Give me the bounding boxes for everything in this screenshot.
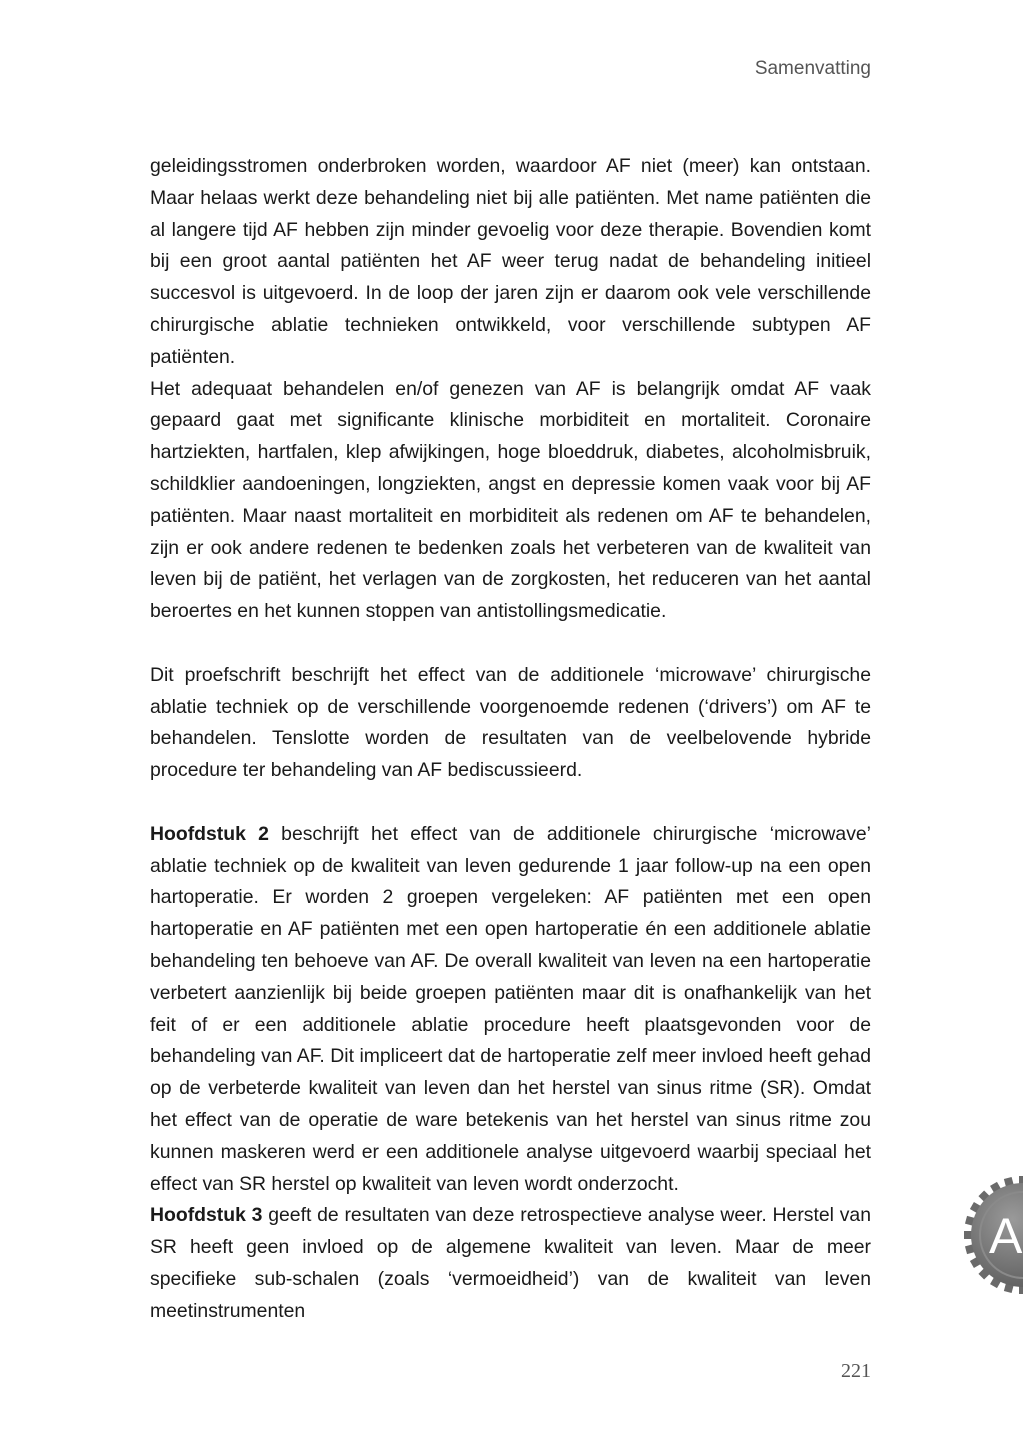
paragraph-thesis-scope: Dit proefschrift beschrijft het effect van de additionele ‘microwave’ chirurgische ablatie techniek op de verschillende voorgenoemde redenen (‘drivers’) om AF te behandelen. Tenslotte worden de resultaten van de veelbelovende hybride procedure ter behandeling van AF bediscussieerd. — [150, 663, 871, 782]
chapter-3-text: geeft de resultaten van deze retrospectieve analyse weer. Herstel van SR heeft geen invloed op de algemene kwaliteit van leven. Maar de meer specifieke sub-schalen (zoals ‘vermoeidheid’) van de kwaliteit van leven meetinstrumenten — [150, 1204, 871, 1322]
running-head: Samenvatting — [754, 58, 871, 79]
paragraph-chapter-2 — [150, 819, 871, 1201]
thumb-tab-gear-icon — [963, 1175, 1023, 1295]
paragraph-intro: geleidingsstromen onderbroken worden, waardoor AF niet (meer) kan ontstaan. Maar helaas werkt deze behandeling niet bij alle patiënten. Met name patiënten die al langere tijd AF hebben zijn minder gevoelig voor deze therapie. Bovendien komt bij een groot aantal patiënten het AF weer terug nadat de behandeling initieel succesvol is uitgevoerd. In de loop der jaren zijn er daarom ook vele verschillende chirurgische ablatie technieken ontwikkeld, voor verschillende subtypen AF patiënten. — [150, 155, 871, 368]
chapter-2-heading: Hoofdstuk 2 — [150, 822, 269, 845]
page-number: 221 — [841, 1360, 871, 1382]
thumb-tab-letter: A — [989, 1208, 1023, 1264]
paragraph-chapter-3 — [150, 1200, 871, 1327]
chapter-3-heading: Hoofdstuk 3 — [150, 1204, 263, 1227]
body-text — [150, 151, 871, 1327]
chapter-2-text: beschrijft het effect van de additionele chirurgische ‘microwave’ ablatie techniek op de kwaliteit van leven gedurende 1 jaar follow-up na een open hartoperatie. Er worden 2 groepen vergeleken: AF patiënten met een open hartoperatie en AF patiënten met een open hartoperatie én een additionele ablatie behandeling ten behoeve van AF. De overall kwaliteit van leven na een hartoperatie verbetert aanzienlijk bij beide groepen patiënten maar dit is onafhankelijk van het feit of er een additionele ablatie procedure heeft plaatsgevonden voor de behandeling van AF. Dit impliceert dat de hartoperatie zelf meer invloed heeft gehad op de verbeterde kwaliteit van leven dan het herstel van sinus ritme (SR). Omdat het effect van de operatie de ware betekenis van het herstel van sinus ritme zou kunnen maskeren werd er een additionele analyse uitgevoerd waarbij speciaal het effect van SR herstel op kwaliteit van leven wordt onderzocht. — [150, 822, 871, 1195]
paragraph-af-treatment: Het adequaat behandelen en/of genezen van AF is belangrijk omdat AF vaak gepaard gaat met significante klinische morbiditeit en mortaliteit. Coronaire hartziekten, hartfalen, klep afwijkingen, hoge bloeddruk, diabetes, alcoholmisbruik, schildklier aandoeningen, longziekten, angst en depressie komen vaak voor bij AF patiënten. Maar naast mortaliteit en morbiditeit als redenen om AF te behandelen, zijn er ook andere redenen te bedenken zoals het verbeteren van de kwaliteit van leven bij de patiënt, het verlagen van de zorgkosten, het reduceren van het aantal beroertes en het kunnen stoppen van antistollingsmedicatie. — [150, 377, 871, 623]
